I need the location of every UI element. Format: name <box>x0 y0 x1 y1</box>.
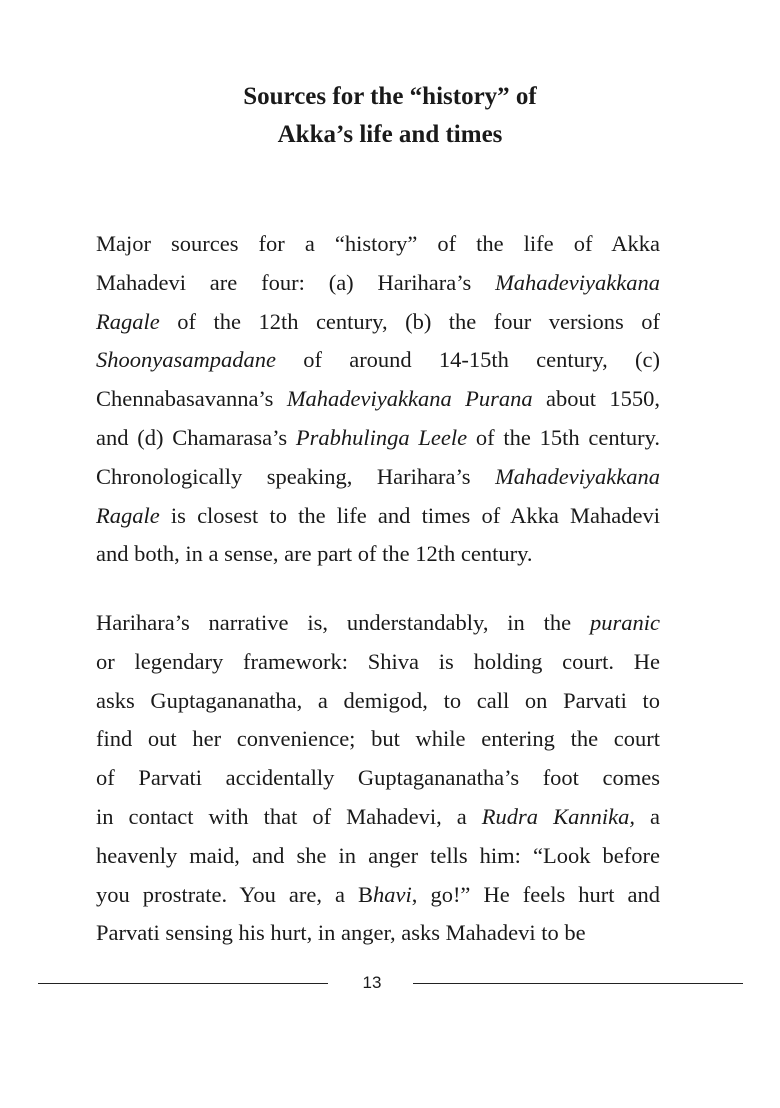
paragraph-sources <box>96 225 660 574</box>
text-line <box>96 341 660 380</box>
text-run: and both, in a sense, are part of the 12th century. <box>96 541 533 567</box>
page-number: 13 <box>362 973 382 992</box>
text-run: of Parvati accidentally Guptagananatha’s foot comes <box>96 765 660 791</box>
text-line <box>96 759 660 798</box>
text-run: in contact with that of Mahadevi, a <box>96 803 482 829</box>
text-line <box>96 643 660 682</box>
text-line <box>96 264 660 303</box>
text-line <box>96 419 660 458</box>
text-run: of around 14-15th century, (c) <box>275 347 660 373</box>
text-run: of the 12th century, (b) the four versions of <box>159 308 660 334</box>
italic-text: havi <box>373 881 412 907</box>
text-line <box>96 914 660 953</box>
footer-rule-left <box>38 983 328 984</box>
text-run: Chronologically speaking, Harihara’s <box>96 463 496 489</box>
text-run: , go!” He feels hurt and <box>411 881 661 907</box>
paragraph-narrative <box>96 604 660 953</box>
text-run: or legendary framework: Shiva is holding court. He <box>96 648 660 674</box>
text-line <box>96 380 660 419</box>
italic-text: puranic <box>590 610 660 635</box>
text-line <box>96 798 660 837</box>
text-line <box>96 535 660 574</box>
text-run: you prostrate. You are, a B <box>96 881 374 907</box>
text-line <box>96 303 660 342</box>
section-heading <box>0 78 780 154</box>
text-run: asks Guptagananatha, a demigod, to call on Parvati to <box>96 687 660 713</box>
text-run: a <box>634 803 660 829</box>
heading-line-1: Sources for the “history” of <box>243 83 537 110</box>
text-run: of the 15th century. <box>467 424 660 450</box>
italic-text: Rudra Kannika, <box>481 803 635 829</box>
text-run: about 1550, <box>532 386 660 412</box>
text-line <box>96 837 660 876</box>
text-line <box>96 682 660 721</box>
italic-text: Ragale <box>96 502 160 528</box>
text-run: find out her convenience; but while entering the court <box>96 726 660 752</box>
text-line <box>96 225 660 264</box>
text-line <box>96 876 660 915</box>
text-line <box>96 497 660 536</box>
text-run: Major sources for a “history” of the life of Akka <box>96 231 660 256</box>
text-line <box>96 720 660 759</box>
text-run: Mahadevi are four: (a) Harihara’s <box>96 269 496 295</box>
text-run: Chennabasavanna’s <box>96 386 287 412</box>
text-run: Harihara’s narrative is, understandably, in the <box>96 610 590 635</box>
footer-rule-right <box>413 983 743 984</box>
italic-text: Ragale <box>96 308 160 334</box>
text-run: Parvati sensing his hurt, in anger, asks Mahadevi to be <box>96 920 586 946</box>
text-run: heavenly maid, and she in anger tells him: “Look before <box>96 842 660 868</box>
text-run: and (d) Chamarasa’s <box>96 424 296 450</box>
italic-text: Mahadeviyakkana <box>495 463 660 489</box>
italic-text: Mahadeviyakkana <box>495 269 660 295</box>
text-line <box>96 458 660 497</box>
text-run: is closest to the life and times of Akka Mahadevi <box>159 502 660 528</box>
italic-text: Shoonyasampadane <box>96 347 276 373</box>
italic-text: Mahadeviyakkana Purana <box>286 386 533 412</box>
italic-text: Prabhulinga Leele <box>295 424 468 450</box>
heading-line-2: Akka’s life and times <box>277 121 503 148</box>
text-line <box>96 604 660 643</box>
